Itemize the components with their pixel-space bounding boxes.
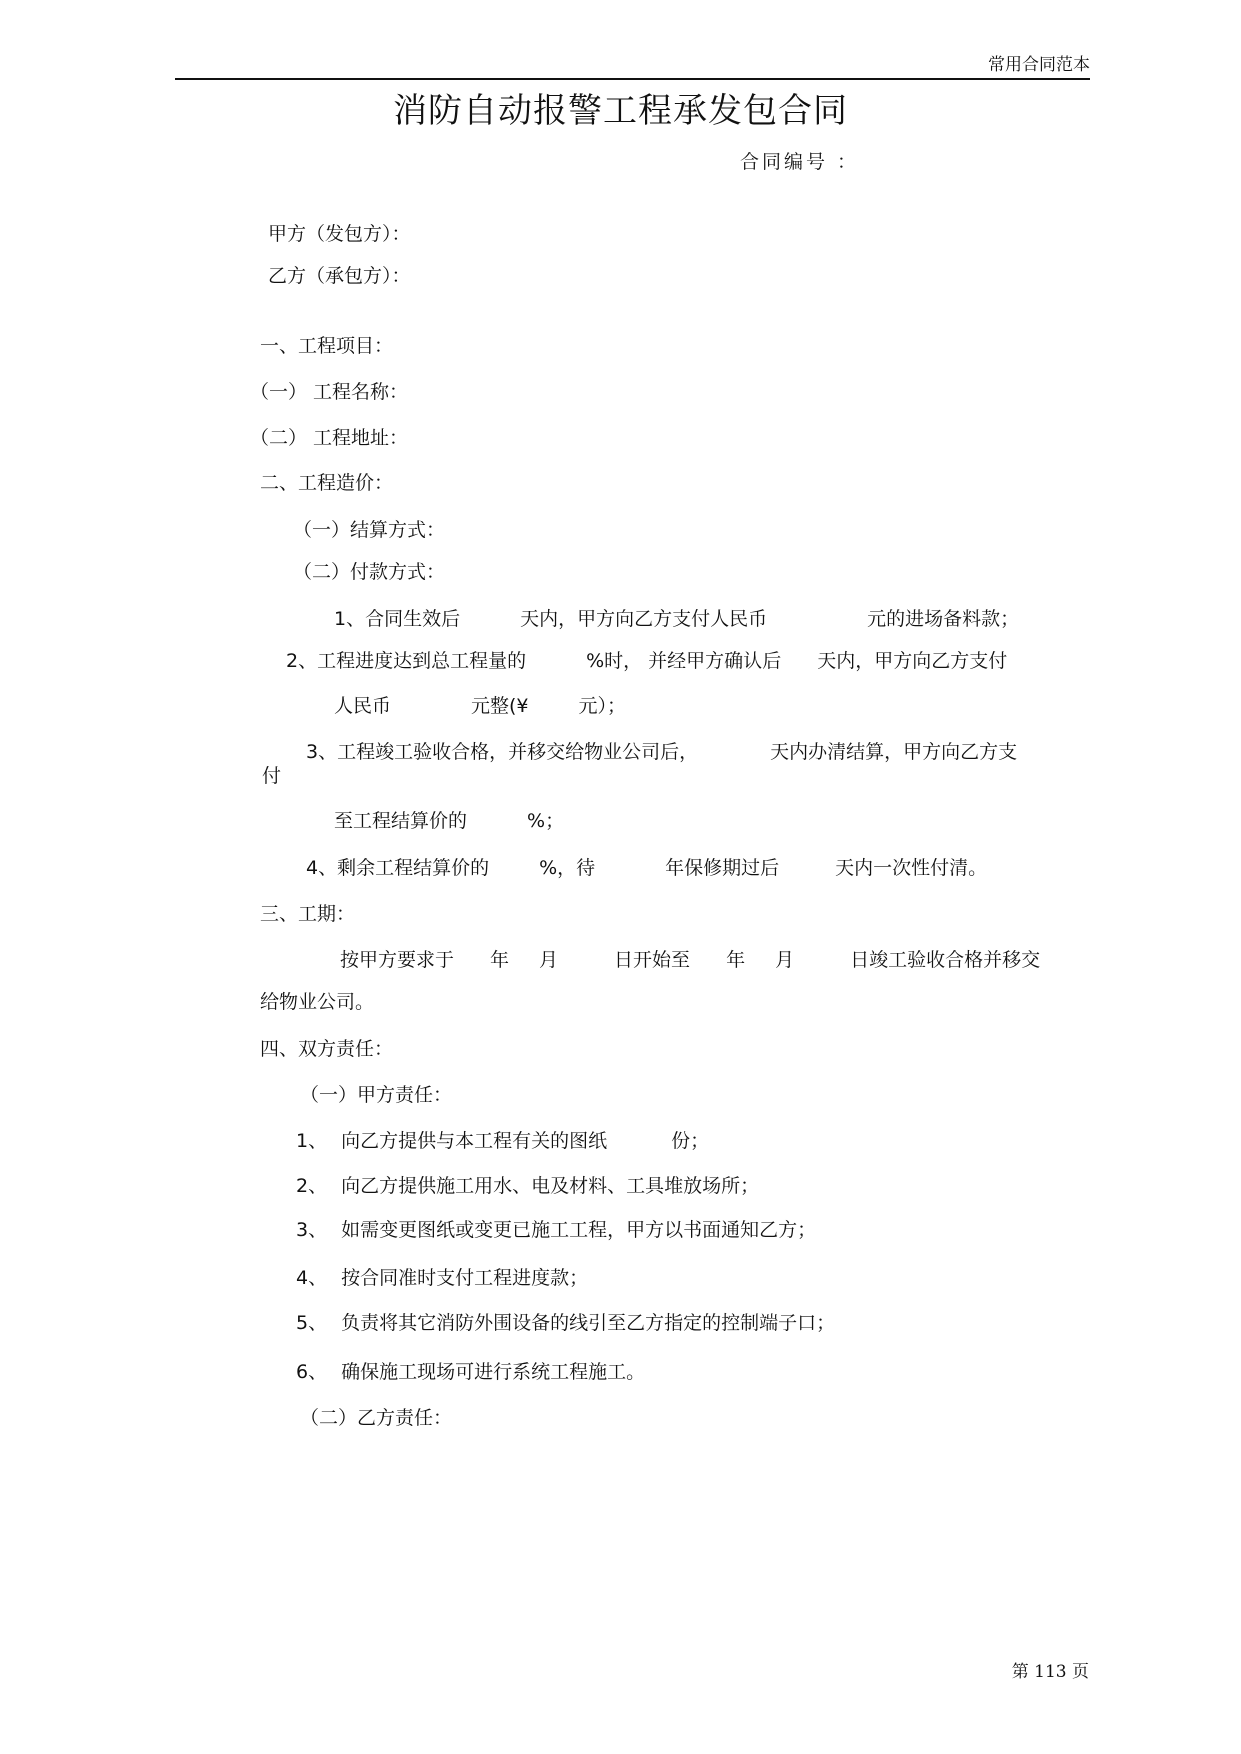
payment-clause-4 xyxy=(306,856,987,880)
clause-2-amount-words: 元整(¥ xyxy=(471,695,529,717)
payment-clause-1 xyxy=(334,607,1019,631)
list-item xyxy=(296,1266,588,1290)
list-item xyxy=(296,1174,759,1198)
clause-2-amount-yuan: 元）； xyxy=(578,695,627,717)
header-label: 常用合同范本 xyxy=(988,55,1090,75)
clause-2-rmb: 人民币 xyxy=(334,695,392,717)
schedule-part-d: 日开始至 xyxy=(614,949,691,971)
page-number: 第 113 页 xyxy=(1011,1662,1089,1682)
list-item-number: 4、 xyxy=(296,1267,328,1289)
party-b-line: 乙方（承包方）： xyxy=(268,265,411,287)
clause-3-settlement-price: 至工程结算价的 xyxy=(334,810,468,832)
schedule-part-a: 按甲方要求于 xyxy=(340,949,455,971)
list-item-text: 向乙方提供施工用水、电及材料、工具堆放场所； xyxy=(341,1175,760,1197)
project-address-line: （二） 工程地址： xyxy=(250,427,409,449)
schedule-line xyxy=(340,948,1040,972)
list-item-number: 5、 xyxy=(296,1312,328,1334)
settlement-method-line: （一）结算方式： xyxy=(293,519,446,541)
clause-3-part-a: 3、工程竣工验收合格，并移交给物业公司后， xyxy=(306,741,699,763)
payment-clause-3 xyxy=(306,740,1017,764)
clause-4-part-b: %，待 xyxy=(539,857,596,879)
payment-clause-3-percent xyxy=(334,809,564,833)
clause-3-wrap: 付 xyxy=(262,765,282,787)
schedule-year-2: 年 xyxy=(726,949,746,971)
clause-4-part-d: 天内一次性付清。 xyxy=(835,857,988,879)
clause-4-part-c: 年保修期过后 xyxy=(665,857,780,879)
clause-1-part-c: 元的进场备料款； xyxy=(867,608,1020,630)
header-rule xyxy=(175,78,1090,80)
section-3-heading: 三、工期： xyxy=(260,903,356,925)
schedule-month-2: 月 xyxy=(775,949,795,971)
clause-2-part-b: %时， 并经甲方确认后 xyxy=(586,650,782,672)
clause-1-part-a: 1、合同生效后 xyxy=(334,608,461,630)
list-item xyxy=(296,1360,645,1384)
list-item xyxy=(296,1218,816,1242)
list-item-text: 按合同准时支付工程进度款； xyxy=(341,1267,589,1289)
party-a-duties-heading: （一）甲方责任： xyxy=(300,1084,453,1106)
contract-number-label: 合同编号 ： xyxy=(740,151,860,173)
list-item-number: 1、 xyxy=(296,1130,328,1152)
clause-4-part-a: 4、剩余工程结算价的 xyxy=(306,857,490,879)
list-item-text: 确保施工现场可进行系统工程施工。 xyxy=(341,1361,646,1383)
clause-2-part-c: 天内，甲方向乙方支付 xyxy=(817,650,1008,672)
schedule-part-g: 日竣工验收合格并移交 xyxy=(850,949,1041,971)
party-a-line: 甲方（发包方）： xyxy=(268,223,411,245)
schedule-line-2: 给物业公司。 xyxy=(260,991,375,1013)
schedule-month-1: 月 xyxy=(539,949,559,971)
payment-clause-2-amount xyxy=(334,694,626,718)
schedule-year-1: 年 xyxy=(490,949,510,971)
list-item xyxy=(296,1311,835,1335)
list-item-text: 向乙方提供与本工程有关的图纸 xyxy=(341,1130,608,1152)
list-item xyxy=(296,1129,709,1153)
payment-clause-2 xyxy=(286,649,1007,673)
clause-3-percent: %； xyxy=(527,810,565,832)
document-title: 消防自动报警工程承发包合同 xyxy=(393,91,848,131)
list-item-number: 2、 xyxy=(296,1175,328,1197)
section-1-heading: 一、工程项目： xyxy=(260,335,394,357)
party-b-duties-heading: （二）乙方责任： xyxy=(300,1407,453,1429)
list-item-text: 负责将其它消防外围设备的线引至乙方指定的控制端子口； xyxy=(341,1312,836,1334)
section-4-heading: 四、双方责任： xyxy=(260,1038,394,1060)
list-item-number: 6、 xyxy=(296,1361,328,1383)
payment-method-line: （二）付款方式： xyxy=(293,561,446,583)
list-item-number: 3、 xyxy=(296,1219,328,1241)
clause-3-part-b: 天内办清结算，甲方向乙方支 xyxy=(770,741,1018,763)
clause-1-part-b: 天内，甲方向乙方支付人民币 xyxy=(520,608,768,630)
clause-2-part-a: 2、工程进度达到总工程量的 xyxy=(286,650,527,672)
project-name-line: （一） 工程名称： xyxy=(250,381,409,403)
list-item-text: 如需变更图纸或变更已施工工程，甲方以书面通知乙方； xyxy=(341,1219,817,1241)
list-item-text-2: 份； xyxy=(671,1130,710,1152)
section-2-heading: 二、工程造价： xyxy=(260,472,394,494)
